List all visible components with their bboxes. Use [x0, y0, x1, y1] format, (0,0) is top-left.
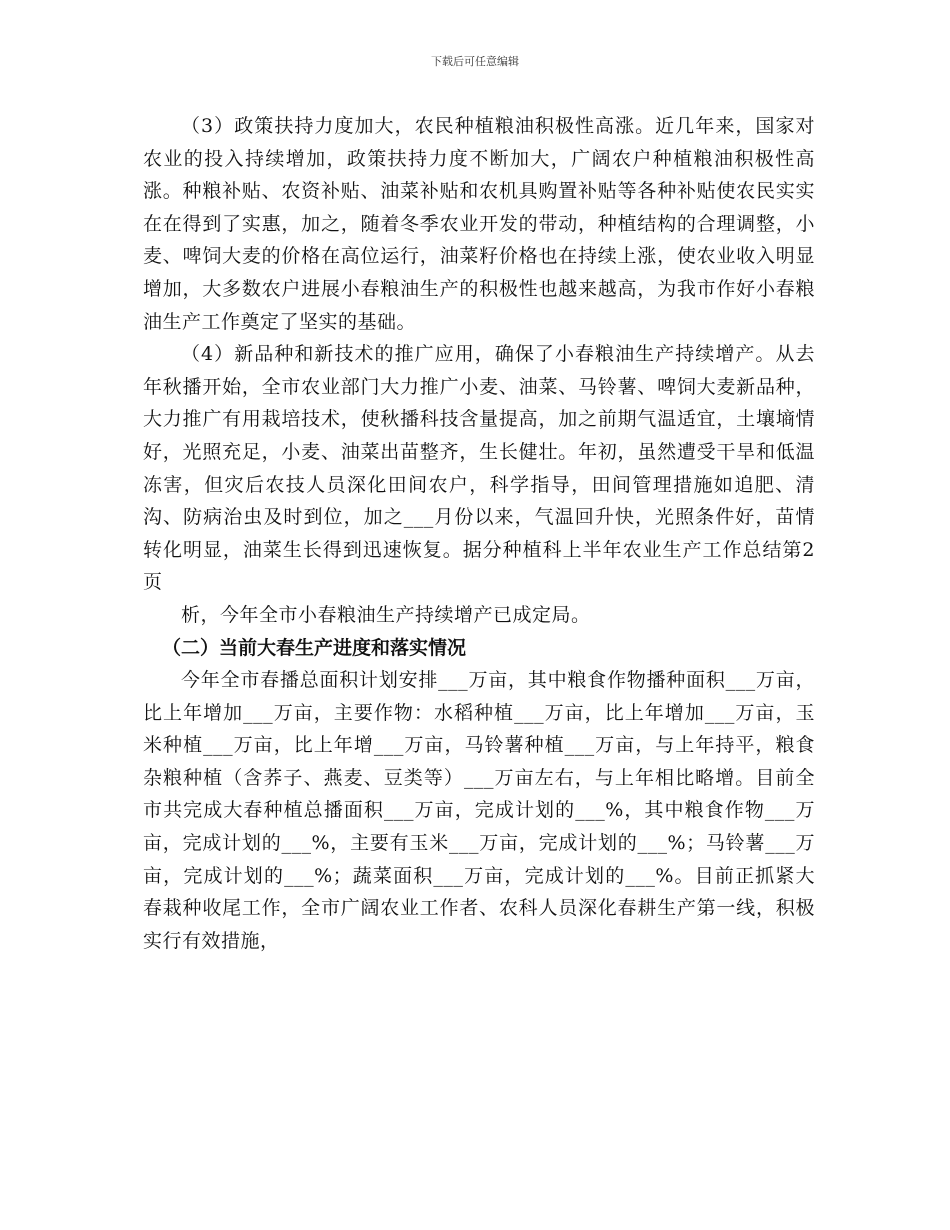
section-heading: （二）当前大春生产进度和落实情况 [162, 636, 467, 659]
paragraph-policy-support: （3）政策扶持力度加大，农民种植粮油积极性高涨。近几年来，国家对农业的投入持续增加，政策扶持力度不断加大，广阔农户种植粮油积极性高涨。种粮补贴、农资补贴、油菜补贴和农机具购置补贴等各种补贴使农民实实在在得到了实惠，加之，随着冬季农业开发的带动，种植结构的合理调整，小麦、啤饲大麦的价格在高位运行，油菜籽价格也在持续上涨，使农业收入明显增加，大多数农户进展小春粮油生产的积极性也越来越高，为我市作好小春粮油生产工作奠定了坚实的基础。 [143, 115, 815, 333]
page-header: 下载后可任意编辑 [431, 55, 519, 68]
paragraph-conclusion: 析，今年全市小春粮油生产持续增产已成定局。 [181, 603, 591, 626]
paragraph-new-varieties: （4）新品种和新技术的推广应用，确保了小春粮油生产持续增产。从去年秋播开始，全市农业部门大力推广小麦、油菜、马铃薯、啤饲大麦新品种，大力推广有用栽培技术，使秋播科技含量提高，加之前期气温适宜，土壤墒情好，光照充足，小麦、油菜出苗整齐，生长健壮。年初，虽然遭受干旱和低温冻害，但灾后农技人员深化田间农户，科学指导，田间管理措施如追肥、清沟、防病治虫及时到位，加之___月份以来，气温回升快，光照条件好，苗情转化明显，油菜生长得到迅速恢复。据分种植科上半年农业生产工作总结第2页 [143, 343, 815, 594]
document-body [143, 110, 815, 957]
paragraph-spring-progress: 今年全市春播总面积计划安排___万亩，其中粮食作物播种面积___万亩，比上年增加___万亩，主要作物：水稻种植___万亩，比上年增加___万亩，玉米种植___万亩，比上年增___万亩，马铃薯种植___万亩，与上年持平，粮食杂粮种植（含荞子、燕麦、豆类等）___万亩左右，与上年相比略增。目前全市共完成大春种植总播面积___万亩，完成计划的___%，其中粮食作物___万亩，完成计划的___%，主要有玉米___万亩，完成计划的___%；马铃薯___万亩，完成计划的___%；蔬菜面积___万亩，完成计划的___%。目前正抓紧大春栽种收尾工作，全市广阔农业工作者、农科人员深化春耕生产第一线，积极实行有效措施， [143, 669, 815, 952]
